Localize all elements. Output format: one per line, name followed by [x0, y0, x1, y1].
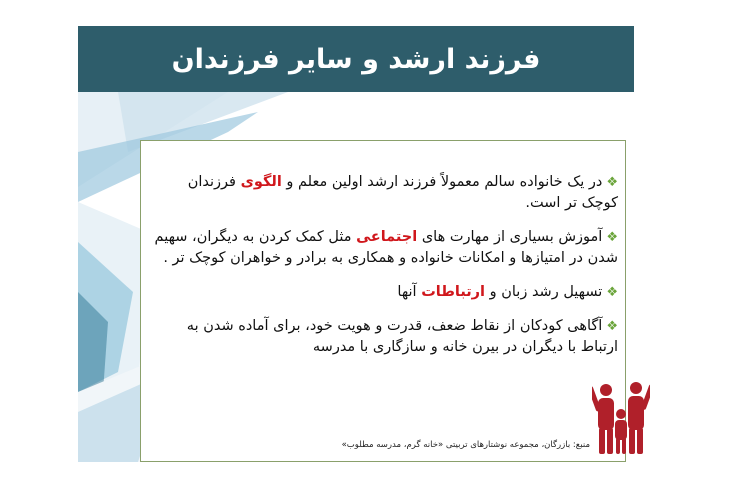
highlighted-term: ارتباطات	[421, 284, 486, 300]
title-bar	[78, 26, 634, 92]
bullet-item	[150, 282, 618, 303]
bullet-text: آنها	[397, 284, 422, 300]
bullet-text: مثل کمک کردن به دیگران، سهیم شدن در امتیازها و امکانات خانواده و همکاری به برادر و خواهران کوچک تر .	[154, 229, 618, 266]
bullet-item	[150, 316, 618, 358]
clover-bullet-icon: ❖	[606, 230, 618, 245]
bullet-list	[150, 172, 618, 371]
bullet-text: آموزش بسیاری از مهارت های	[417, 229, 603, 245]
slide-title: فرزند ارشد و سایر فرزندان	[171, 43, 541, 75]
bullet-text: آگاهی کودکان از نقاط ضعف، قدرت و هویت خود، برای آماده شدن به ارتباط با دیگران در بیرن خانه و سازگاری با مدرسه	[186, 318, 618, 355]
clover-bullet-icon: ❖	[606, 285, 618, 300]
family-logo-icon	[592, 376, 650, 458]
highlighted-term: الگوی	[240, 174, 282, 190]
highlighted-term: اجتماعی	[356, 229, 418, 245]
bullet-item	[150, 172, 618, 214]
clover-bullet-icon: ❖	[606, 319, 618, 334]
clover-bullet-icon: ❖	[606, 175, 618, 190]
source-citation: منبع: بازرگان، مجموعه نوشتارهای تربیتی «خانه گرم، مدرسه مطلوب»	[341, 440, 590, 450]
bullet-item	[150, 227, 618, 269]
bullet-text: فرزندان کوچک تر است.	[187, 174, 618, 211]
bullet-text: در یک خانواده سالم معمولاً فرزند ارشد اولین معلم و	[281, 174, 603, 190]
bullet-text: تسهیل رشد زبان و	[485, 284, 603, 300]
